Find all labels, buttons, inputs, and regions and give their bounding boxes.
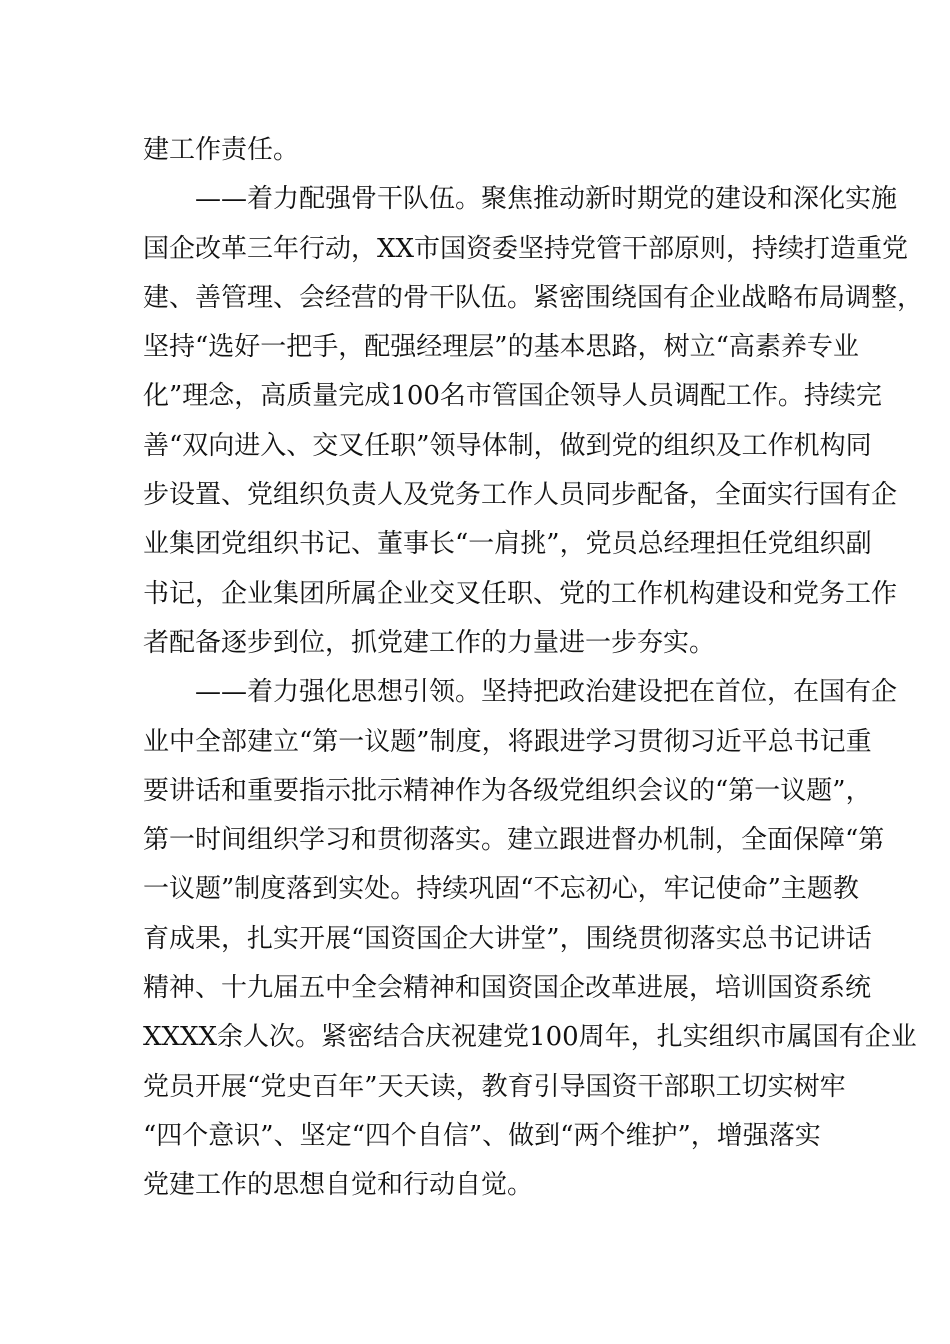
- text-line: 党员开展“党史百年”天天读，教育引导国资干部职工切实树牢: [143, 1071, 846, 1102]
- text-line: XXXX余人次。紧密结合庆祝建党100周年，扎实组织市属国有企业: [143, 1022, 917, 1053]
- text-line: 化”理念，高质量完成100名市管国企领导人员调配工作。持续完: [143, 381, 882, 412]
- text-line: 建、善管理、会经营的骨干队伍。紧密围绕国有企业战略布局调整，: [143, 282, 924, 313]
- text-line: 一议题”制度落到实处。持续巩固“不忘初心，牢记使命”主题教: [143, 874, 859, 905]
- text-line: “四个意识”、坚定“四个自信”、做到“两个维护”，增强落实: [143, 1120, 821, 1151]
- text-line: 坚持“选好一把手，配强经理层”的基本思路，树立“高素养专业: [143, 332, 859, 363]
- text-line: 业集团党组织书记、董事长“一肩挑”，党员总经理担任党组织副: [143, 529, 872, 560]
- text-line: 步设置、党组织负责人及党务工作人员同步配备，全面实行国有企: [143, 480, 898, 511]
- paragraph-start-line: ——着力强化思想引领。坚持把政治建设把在首位，在国有企: [195, 677, 898, 708]
- text-line: 建工作责任。: [143, 135, 300, 165]
- text-line: 者配备逐步到位，抓党建工作的力量进一步夯实。: [143, 627, 716, 658]
- paragraph-start-line: ——着力配强骨干队伍。聚焦推动新时期党的建设和深化实施: [195, 184, 898, 215]
- body-text: [143, 126, 924, 1211]
- text-line: 第一时间组织学习和贯彻落实。建立跟进督办机制，全面保障“第: [143, 825, 885, 856]
- text-line: 党建工作的思想自觉和行动自觉。: [143, 1170, 534, 1201]
- text-line: 精神、十九届五中全会精神和国资国企改革进展，培训国资系统: [143, 973, 872, 1004]
- text-line: 善“双向进入、交叉任职”领导体制，做到党的组织及工作机构同: [143, 430, 872, 461]
- text-line: 育成果，扎实开展“国资国企大讲堂”，围绕贯彻落实总书记讲话: [143, 923, 872, 954]
- text-line: 业中全部建立“第一议题”制度，将跟进学习贯彻习近平总书记重: [143, 726, 872, 757]
- text-line: 国企改革三年行动，XX市国资委坚持党管干部原则，持续打造重党: [143, 233, 909, 264]
- text-line: 要讲话和重要指示批示精神作为各级党组织会议的“第一议题”，: [143, 775, 872, 806]
- text-line: 书记，企业集团所属企业交叉任职、党的工作机构建设和党务工作: [143, 578, 898, 609]
